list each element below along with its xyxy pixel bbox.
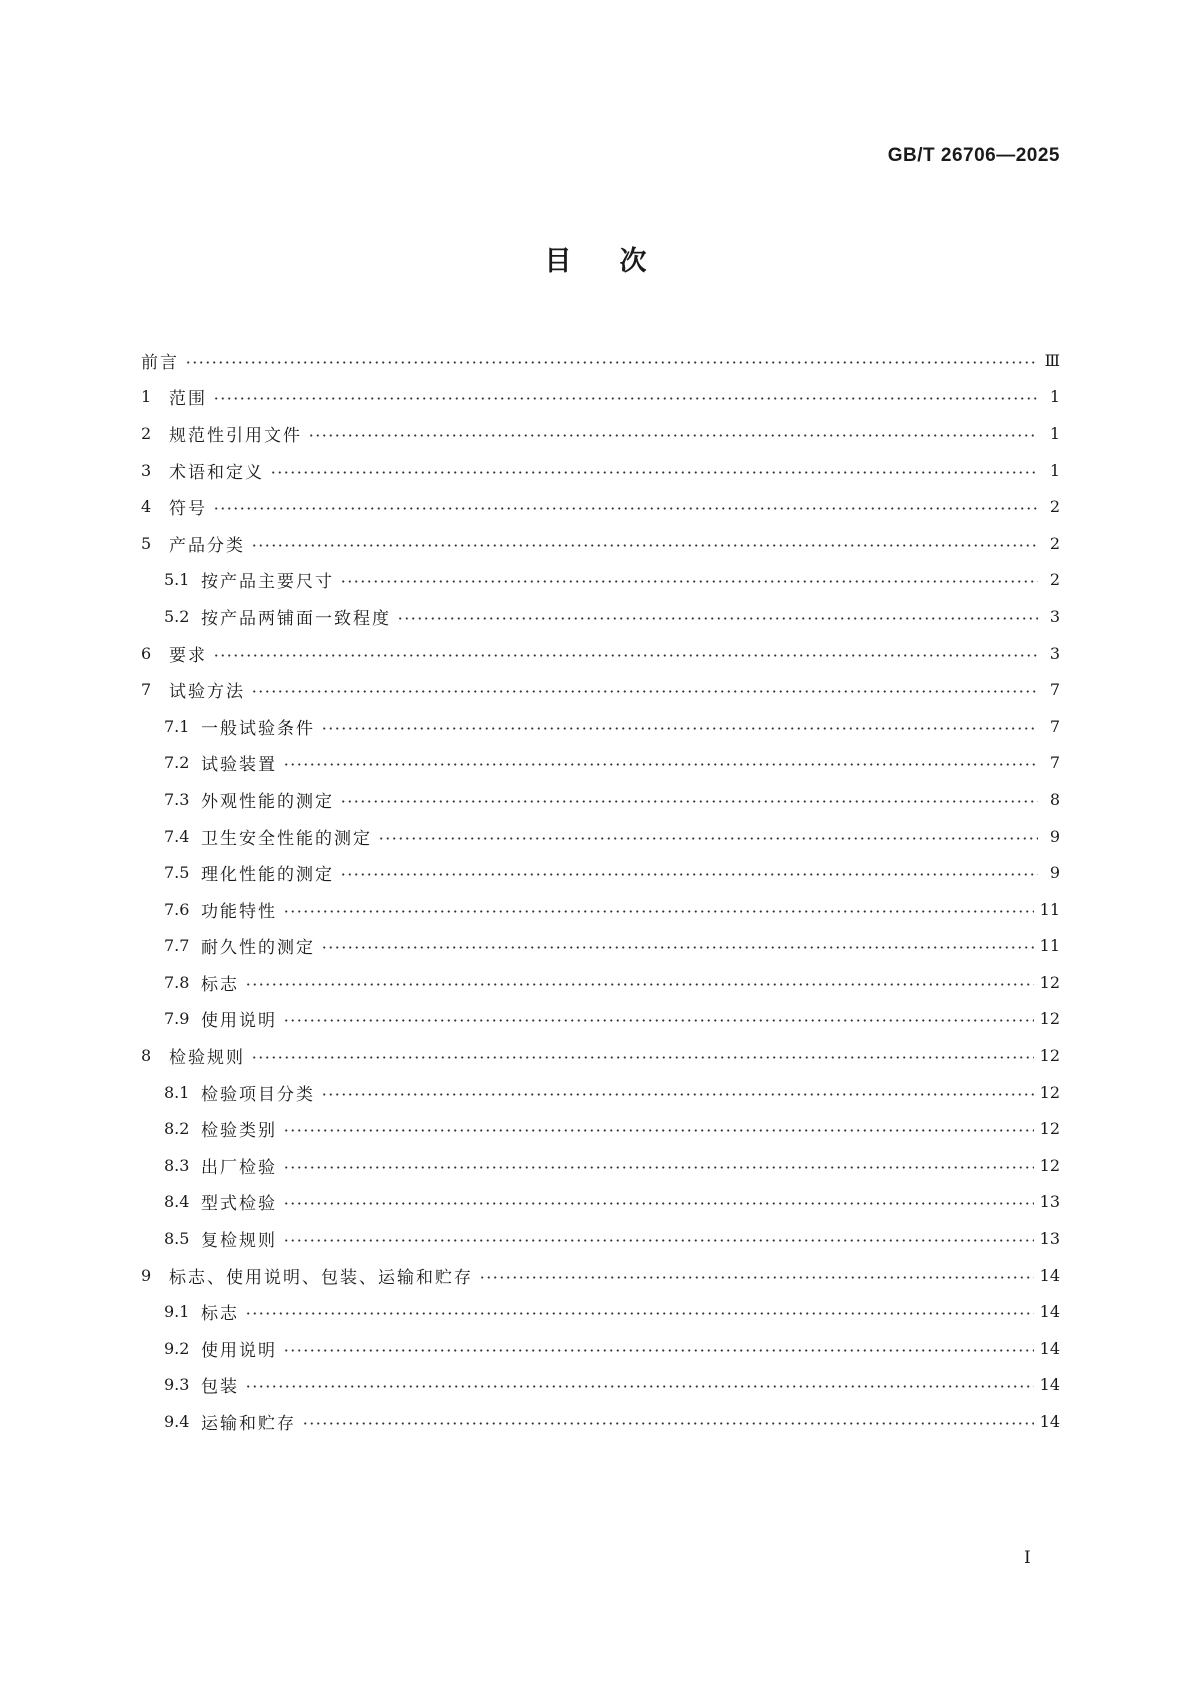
toc-entry-number: 8.2 xyxy=(164,1119,190,1139)
dot-leader xyxy=(283,1239,1034,1242)
toc-entry-number: 9.4 xyxy=(164,1412,190,1432)
toc-entry[interactable] xyxy=(141,708,1060,745)
toc-entry-label: 检验规则 xyxy=(169,1048,245,1069)
toc-entry[interactable] xyxy=(141,1184,1060,1221)
toc-entry[interactable] xyxy=(141,1001,1060,1038)
toc-entry[interactable] xyxy=(141,562,1060,599)
toc-entry-number: 7.5 xyxy=(164,863,190,883)
toc-entry-number: 7.2 xyxy=(164,753,190,773)
toc-entry-number: 7.9 xyxy=(164,1009,190,1029)
toc-entry-page: 7 xyxy=(1049,753,1060,773)
table-of-contents xyxy=(141,342,1060,1440)
toc-entry-label: 规范性引用文件 xyxy=(169,425,302,446)
dot-leader xyxy=(213,507,1038,510)
toc-entry-page: 1 xyxy=(1049,460,1060,480)
toc-entry-number: 8.1 xyxy=(164,1082,190,1102)
toc-entry-page: 12 xyxy=(1039,1119,1060,1139)
toc-entry-label: 型式检验 xyxy=(201,1194,277,1215)
toc-entry-label: 检验类别 xyxy=(201,1121,277,1142)
toc-entry-number: 7.3 xyxy=(164,789,190,809)
dot-leader xyxy=(251,1056,1034,1059)
toc-entry-label: 标志、使用说明、包装、运输和贮存 xyxy=(169,1267,473,1288)
toc-entry-page: 3 xyxy=(1049,606,1060,626)
toc-entry[interactable] xyxy=(141,1330,1060,1367)
toc-entry-page: 3 xyxy=(1049,643,1060,663)
dot-leader xyxy=(283,1202,1034,1205)
toc-entry-number: 7.7 xyxy=(164,936,190,956)
dot-leader xyxy=(270,471,1038,474)
toc-entry-page: 12 xyxy=(1039,1009,1060,1029)
toc-entry-label: 检验项目分类 xyxy=(201,1084,315,1105)
toc-entry[interactable] xyxy=(141,854,1060,891)
toc-entry-label: 产品分类 xyxy=(169,535,245,556)
toc-entry-page: 7 xyxy=(1049,716,1060,736)
toc-entry-number: 9.3 xyxy=(164,1375,190,1395)
toc-entry-number: 9.2 xyxy=(164,1338,190,1358)
toc-entry-page: Ⅲ xyxy=(1044,350,1060,370)
toc-entry[interactable] xyxy=(141,1074,1060,1111)
dot-leader xyxy=(479,1276,1034,1279)
toc-entry[interactable] xyxy=(141,1257,1060,1294)
dot-leader xyxy=(185,361,1038,364)
toc-entry-number: 4 xyxy=(141,497,152,517)
dot-leader xyxy=(321,946,1034,949)
dot-leader xyxy=(213,654,1038,657)
toc-entry-label: 外观性能的测定 xyxy=(201,791,334,812)
toc-entry-page: 9 xyxy=(1049,863,1060,883)
toc-entry-label: 出厂检验 xyxy=(201,1157,277,1178)
toc-entry[interactable] xyxy=(141,891,1060,928)
toc-entry-number: 8 xyxy=(141,1046,152,1066)
toc-entry-label: 运输和贮存 xyxy=(201,1414,296,1435)
toc-entry[interactable] xyxy=(141,1037,1060,1074)
toc-entry-page: 1 xyxy=(1049,387,1060,407)
dot-leader xyxy=(245,983,1034,986)
dot-leader xyxy=(321,727,1038,730)
toc-entry[interactable] xyxy=(141,818,1060,855)
toc-entry-label: 包装 xyxy=(201,1377,239,1398)
toc-entry[interactable] xyxy=(141,671,1060,708)
toc-entry-number: 9 xyxy=(141,1265,152,1285)
toc-entry[interactable] xyxy=(141,1110,1060,1147)
toc-entry[interactable] xyxy=(141,379,1060,416)
toc-entry-number: 7.6 xyxy=(164,899,190,919)
dot-leader xyxy=(251,544,1038,547)
dot-leader xyxy=(308,434,1038,437)
toc-entry-number: 3 xyxy=(141,460,152,480)
toc-entry-number: 9.1 xyxy=(164,1302,190,1322)
toc-entry-label: 功能特性 xyxy=(201,901,277,922)
toc-entry[interactable] xyxy=(141,452,1060,489)
toc-entry-page: 14 xyxy=(1039,1265,1060,1285)
toc-entry-number: 8.5 xyxy=(164,1229,190,1249)
dot-leader xyxy=(340,800,1038,803)
toc-entry[interactable] xyxy=(141,964,1060,1001)
dot-leader xyxy=(283,910,1034,913)
toc-entry-number: 7 xyxy=(141,680,152,700)
dot-leader xyxy=(283,1349,1034,1352)
toc-entry-label: 按产品主要尺寸 xyxy=(201,572,334,593)
toc-entry-page: 2 xyxy=(1049,497,1060,517)
toc-entry-number: 8.3 xyxy=(164,1155,190,1175)
toc-entry-label: 卫生安全性能的测定 xyxy=(201,828,372,849)
toc-entry-label: 要求 xyxy=(169,645,207,666)
toc-entry-number: 6 xyxy=(141,643,152,663)
standard-code: GB/T 26706—2025 xyxy=(887,145,1060,166)
toc-entry-number: 5.1 xyxy=(164,570,190,590)
toc-entry-label: 标志 xyxy=(201,974,239,995)
toc-entry[interactable] xyxy=(141,488,1060,525)
toc-entry-page: 2 xyxy=(1049,533,1060,553)
toc-entry[interactable] xyxy=(141,781,1060,818)
toc-entry-page: 14 xyxy=(1039,1412,1060,1432)
toc-entry-label: 使用说明 xyxy=(201,1340,277,1361)
page-number: Ⅰ xyxy=(1024,1548,1031,1568)
toc-entry-page: 11 xyxy=(1039,936,1060,956)
dot-leader xyxy=(302,1422,1034,1425)
toc-entry[interactable] xyxy=(141,1220,1060,1257)
toc-entry-label: 按产品两铺面一致程度 xyxy=(201,608,391,629)
toc-entry-number: 5.2 xyxy=(164,606,190,626)
toc-entry-page: 14 xyxy=(1039,1302,1060,1322)
toc-entry-page: 9 xyxy=(1049,826,1060,846)
toc-entry-page: 7 xyxy=(1049,680,1060,700)
toc-entry-page: 12 xyxy=(1039,1155,1060,1175)
toc-entry-label: 耐久性的测定 xyxy=(201,938,315,959)
dot-leader xyxy=(245,1385,1034,1388)
toc-entry[interactable] xyxy=(141,928,1060,965)
dot-leader xyxy=(340,580,1038,583)
toc-entry-page: 14 xyxy=(1039,1338,1060,1358)
toc-entry-label: 标志 xyxy=(201,1304,239,1325)
dot-leader xyxy=(397,617,1038,620)
toc-entry-number: 7.4 xyxy=(164,826,190,846)
dot-leader xyxy=(213,397,1038,400)
toc-entry-label: 范围 xyxy=(169,389,207,410)
toc-entry[interactable] xyxy=(141,635,1060,672)
toc-entry-page: 12 xyxy=(1039,972,1060,992)
toc-entry-label: 使用说明 xyxy=(201,1011,277,1032)
toc-entry-number: 1 xyxy=(141,387,152,407)
dot-leader xyxy=(283,1129,1034,1132)
toc-entry-page: 2 xyxy=(1049,570,1060,590)
toc-entry-number: 7.1 xyxy=(164,716,190,736)
dot-leader xyxy=(321,1093,1034,1096)
toc-entry-label: 理化性能的测定 xyxy=(201,865,334,886)
dot-leader xyxy=(283,1019,1034,1022)
toc-entry-label: 符号 xyxy=(169,499,207,520)
dot-leader xyxy=(283,1166,1034,1169)
toc-entry-page: 12 xyxy=(1039,1082,1060,1102)
toc-entry-label: 一般试验条件 xyxy=(201,718,315,739)
toc-entry[interactable] xyxy=(141,342,1060,379)
toc-entry[interactable] xyxy=(141,1147,1060,1184)
toc-entry-page: 1 xyxy=(1049,423,1060,443)
toc-entry-label: 术语和定义 xyxy=(169,462,264,483)
toc-entry-number: 5 xyxy=(141,533,152,553)
toc-entry-page: 11 xyxy=(1039,899,1060,919)
toc-entry[interactable] xyxy=(141,1367,1060,1404)
dot-leader xyxy=(378,837,1038,840)
toc-entry-page: 14 xyxy=(1039,1375,1060,1395)
toc-entry-page: 12 xyxy=(1039,1046,1060,1066)
dot-leader xyxy=(340,873,1038,876)
toc-entry[interactable] xyxy=(141,1293,1060,1330)
toc-entry[interactable] xyxy=(141,598,1060,635)
toc-entry[interactable] xyxy=(141,1403,1060,1440)
toc-entry[interactable] xyxy=(141,415,1060,452)
toc-entry[interactable] xyxy=(141,525,1060,562)
dot-leader xyxy=(251,690,1038,693)
page-title: 目次 xyxy=(544,246,695,277)
dot-leader xyxy=(283,763,1038,766)
toc-entry[interactable] xyxy=(141,745,1060,782)
toc-entry-page: 8 xyxy=(1049,789,1060,809)
toc-entry-page: 13 xyxy=(1039,1192,1060,1212)
dot-leader xyxy=(245,1312,1034,1315)
toc-entry-label: 前言 xyxy=(141,352,179,373)
toc-entry-label: 试验方法 xyxy=(169,682,245,703)
toc-entry-number: 8.4 xyxy=(164,1192,190,1212)
toc-entry-number: 7.8 xyxy=(164,972,190,992)
toc-entry-number: 2 xyxy=(141,423,152,443)
toc-entry-label: 试验装置 xyxy=(201,755,277,776)
toc-entry-page: 13 xyxy=(1039,1229,1060,1249)
toc-entry-label: 复检规则 xyxy=(201,1231,277,1252)
